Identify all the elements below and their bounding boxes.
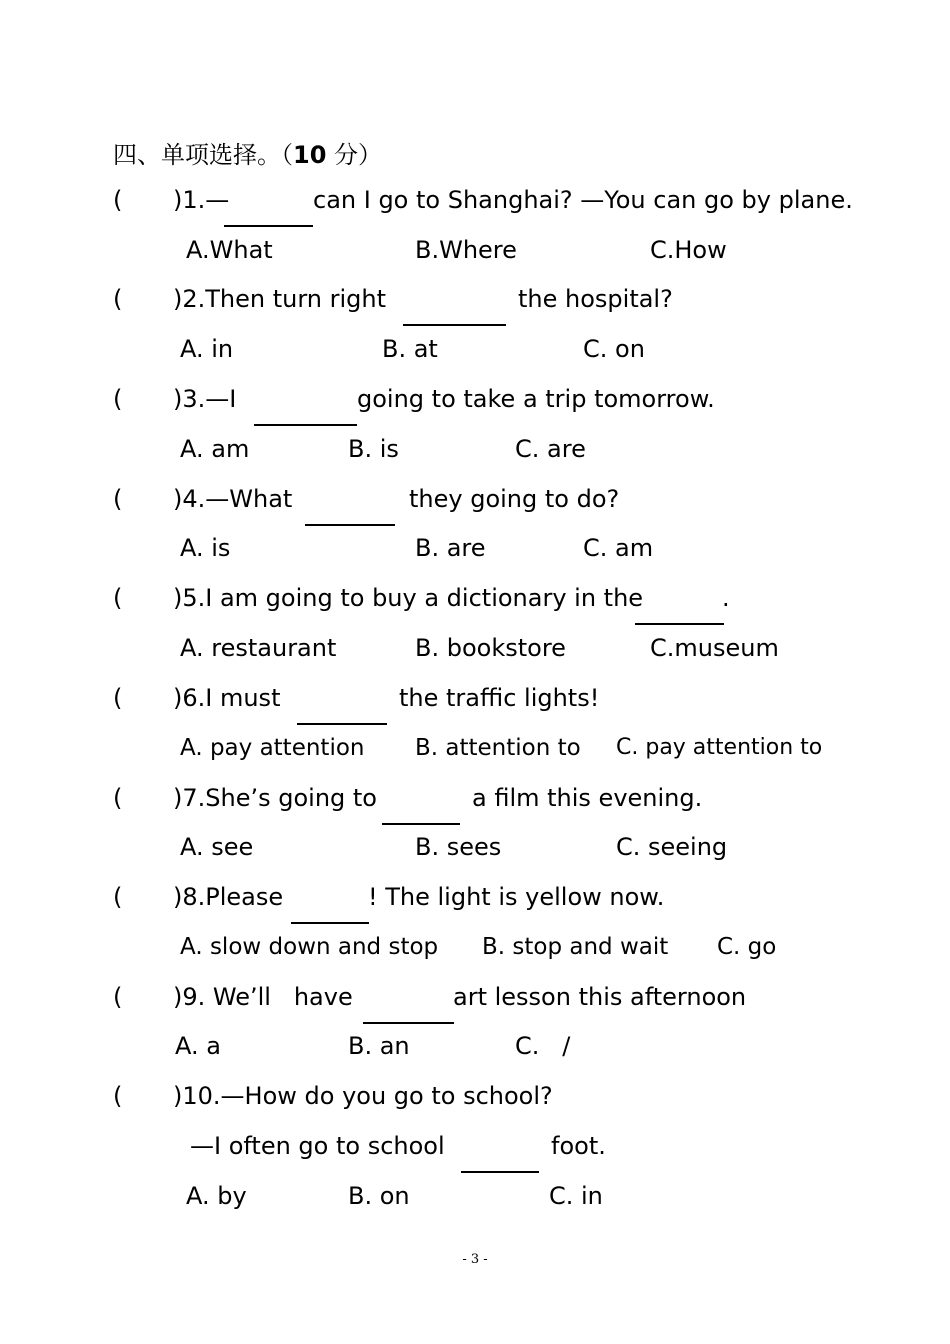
option-c[interactable]: C.museum [650, 634, 779, 662]
option-b[interactable]: B. stop and wait [482, 934, 669, 960]
question-stem: )10.—How do you go to school? [173, 1082, 553, 1110]
option-c[interactable]: C. seeing [616, 833, 728, 861]
option-c[interactable]: C. go [717, 934, 777, 960]
question-stem-rest: going to take a trip tomorrow. [357, 385, 715, 413]
option-c[interactable]: C. / [515, 1032, 571, 1060]
option-b[interactable]: B. are [415, 534, 486, 562]
question-stem-rest: the hospital? [518, 285, 673, 313]
option-c[interactable]: C. in [549, 1182, 603, 1210]
answer-paren[interactable]: ( [113, 385, 123, 413]
answer-paren[interactable]: ( [113, 584, 123, 612]
answer-paren[interactable]: ( [113, 983, 123, 1011]
option-c[interactable]: C.How [650, 236, 727, 264]
question-stem-rest: foot. [551, 1132, 606, 1160]
answer-blank [635, 595, 724, 625]
answer-blank [254, 396, 357, 426]
option-a[interactable]: A. see [180, 833, 254, 861]
answer-blank [363, 994, 454, 1024]
question-stem: )3.—I [173, 385, 237, 413]
question-stem: )4.—What [173, 485, 293, 513]
question-stem: )5.I am going to buy a dictionary in the [173, 584, 644, 612]
option-a[interactable]: A. is [180, 534, 231, 562]
answer-blank [382, 795, 460, 825]
question-stem-rest: the traffic lights! [399, 684, 600, 712]
answer-paren[interactable]: ( [113, 684, 123, 712]
answer-paren[interactable]: ( [113, 186, 123, 214]
answer-blank [291, 894, 369, 924]
answer-paren[interactable]: ( [113, 1082, 123, 1110]
question-stem: )1.— [173, 186, 230, 214]
answer-paren[interactable]: ( [113, 784, 123, 812]
question-stem: )7.She’s going to [173, 784, 377, 812]
question-stem: )9. We’ll have [173, 983, 353, 1011]
question-stem-rest: . [722, 584, 730, 612]
answer-blank [403, 296, 506, 326]
option-c[interactable]: C. am [583, 534, 654, 562]
question-stem-rest: they going to do? [409, 485, 620, 513]
option-a[interactable]: A. am [180, 435, 250, 463]
option-a[interactable]: A. in [180, 335, 234, 363]
question-stem: )8.Please [173, 883, 284, 911]
option-c[interactable]: C. pay attention to [616, 735, 823, 760]
option-b[interactable]: B. attention to [415, 735, 581, 761]
question-stem-rest: can I go to Shanghai? —You can go by plane. [313, 186, 853, 214]
answer-paren[interactable]: ( [113, 485, 123, 513]
question-stem: )6.I must [173, 684, 281, 712]
option-a[interactable]: A. slow down and stop [180, 934, 439, 960]
question-stem-rest: a film this evening. [472, 784, 703, 812]
section-title [113, 140, 382, 170]
answer-paren[interactable]: ( [113, 883, 123, 911]
option-b[interactable]: B.Where [415, 236, 517, 264]
question-stem-rest: ! The light is yellow now. [368, 883, 665, 911]
answer-blank [224, 197, 313, 227]
section-points: 10 [293, 141, 327, 169]
option-a[interactable]: A. restaurant [180, 634, 337, 662]
option-b[interactable]: B. an [348, 1032, 410, 1060]
question-stem-rest: art lesson this afternoon [453, 983, 747, 1011]
section-title-suffix: 分） [326, 141, 383, 169]
option-a[interactable]: A. a [175, 1032, 221, 1060]
page-number: - 3 - [462, 1252, 488, 1267]
option-a[interactable]: A. by [186, 1182, 247, 1210]
option-b[interactable]: B. on [348, 1182, 410, 1210]
answer-paren[interactable]: ( [113, 285, 123, 313]
option-a[interactable]: A.What [186, 236, 273, 264]
option-c[interactable]: C. on [583, 335, 645, 363]
option-c[interactable]: C. are [515, 435, 586, 463]
option-b[interactable]: B. is [348, 435, 399, 463]
question-stem: )2.Then turn right [173, 285, 387, 313]
option-b[interactable]: B. sees [415, 833, 502, 861]
question-answer-line: —I often go to school [190, 1132, 445, 1160]
option-b[interactable]: B. bookstore [415, 634, 566, 662]
option-b[interactable]: B. at [382, 335, 438, 363]
section-title-prefix: 四、单项选择。（ [113, 141, 293, 169]
answer-blank [297, 695, 387, 725]
answer-blank [461, 1143, 539, 1173]
answer-blank [305, 496, 395, 526]
option-a[interactable]: A. pay attention [180, 735, 365, 761]
